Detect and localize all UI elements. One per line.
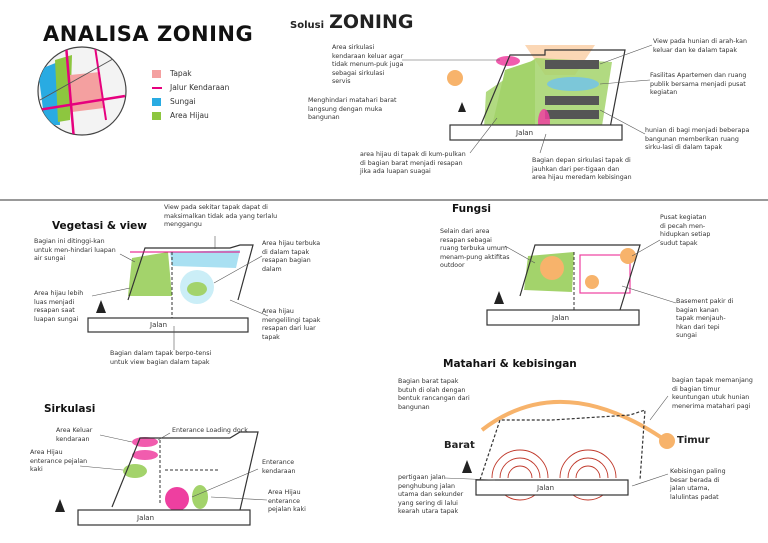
matahari-heading: Matahari & kebisingan — [443, 358, 577, 370]
road-label-sirkulasi: Jalan — [137, 514, 155, 522]
zoning-note: View pada hunian di arah-kan keluar dan ke dalam tapak — [653, 38, 747, 54]
matahari-note: Kebisingan paling besar berada di jalan utama, lalulintas padat — [670, 468, 726, 501]
solusi-word: ZONING — [329, 11, 414, 33]
matahari-note: bagian tapak memanjang di bagian timur keuntungan utuk hunian menerima matahari pagi — [672, 377, 753, 410]
road-label-matahari: Jalan — [537, 484, 555, 492]
vegetasi-heading: Vegetasi & view — [52, 220, 147, 232]
zoning-note: hunian di bagi menjadi beberapa bangunan memberikan ruang sirku-lasi di dalam tapak — [645, 127, 750, 151]
matahari-site — [462, 402, 675, 500]
vegetasi-note: Area hijau terbuka di dalam tapak resapan bagian dalam — [262, 240, 321, 273]
fungsi-heading: Fungsi — [452, 203, 491, 215]
legend-hijau: Area Hijau — [170, 111, 209, 120]
zoning-site — [447, 45, 625, 140]
road-label-vegetasi: Jalan — [150, 321, 168, 329]
sirkulasi-note: Enterance Loading dock — [172, 427, 248, 434]
legend-jalur: Jalur Kendaraan — [170, 83, 230, 92]
sirkulasi-note: Area Hijau enterance pejalan kaki — [30, 449, 88, 473]
barat-label: Barat — [444, 440, 475, 451]
legend-swatches — [152, 70, 162, 120]
vegetasi-note: Bagian dalam tapak berpo-tensi untuk view bagian dalam tapak — [110, 350, 212, 366]
location-map — [38, 45, 126, 140]
page-title: ANALISA ZONING — [43, 22, 254, 46]
sirkulasi-note: Area Hijau enterance pejalan kaki — [268, 489, 306, 513]
legend-tapak: Tapak — [170, 69, 192, 78]
sirkulasi-note: Area Keluar kendaraan — [56, 427, 93, 443]
vegetasi-note: Area hijau mengelilingi tapak resapan dari luar tapak — [262, 308, 321, 341]
fungsi-note: Pusat kegiatan di pecah men-hidupkan setiap sudut tapak — [660, 214, 711, 247]
vegetasi-note: Bagian ini ditinggi-kan untuk men-hindari luapan air sungai — [34, 238, 116, 262]
zoning-note: Bagian depan sirkulasi tapak di jauhkan dari per-tigaan dan area hijau meredam kebisingan — [532, 157, 632, 181]
zoning-note: Fasilitas Apartemen dan ruang publik bersama menjadi pusat kegiatan — [650, 72, 747, 96]
matahari-note: pertigaan jalan penghubung jalan utama dan sekunder yang sering di lalui kearah utara tapak — [398, 474, 464, 515]
vegetasi-note: View pada sekitar tapak dapat di maksimalkan tidak ada yang terlalu menggangu — [164, 204, 278, 228]
solusi-prefix: Solusi — [290, 20, 324, 31]
legend-sungai: Sungai — [170, 97, 196, 106]
solusi-heading — [290, 11, 414, 33]
sirkulasi-note: Enterance kendaraan — [262, 459, 296, 475]
sirkulasi-heading: Sirkulasi — [44, 403, 96, 415]
vegetasi-note: Area hijau lebih luas menjadi resapan saat luapan sungai — [34, 290, 84, 323]
fungsi-note: Basement pakir di bagian kanan tapak menjauh-hkan dari tepi sungai — [676, 298, 734, 339]
zoning-note: Area sirkulasi kendaraan keluar agar tidak menum-puk juga sebagai sirkulasi servis — [332, 44, 404, 85]
fungsi-note: Selain dari area resapan sebagai ruang terbuka umum menam-pung aktifitas outdoor — [440, 228, 510, 269]
timur-label: Timur — [677, 435, 710, 446]
zoning-note: area hijau di tapak di kum-pulkan di bagian barat menjadi resapan jika ada luapan suagai — [360, 151, 466, 175]
road-label-fungsi: Jalan — [552, 314, 570, 322]
zoning-note: Menghindari matahari barat langsung dengan muka bangunan — [308, 97, 397, 121]
sirkulasi-site — [55, 432, 258, 525]
road-label-zoning: Jalan — [516, 129, 534, 137]
matahari-note: Bagian barat tapak butuh di olah dengan bentuk rancangan dari bangunan — [398, 378, 470, 411]
